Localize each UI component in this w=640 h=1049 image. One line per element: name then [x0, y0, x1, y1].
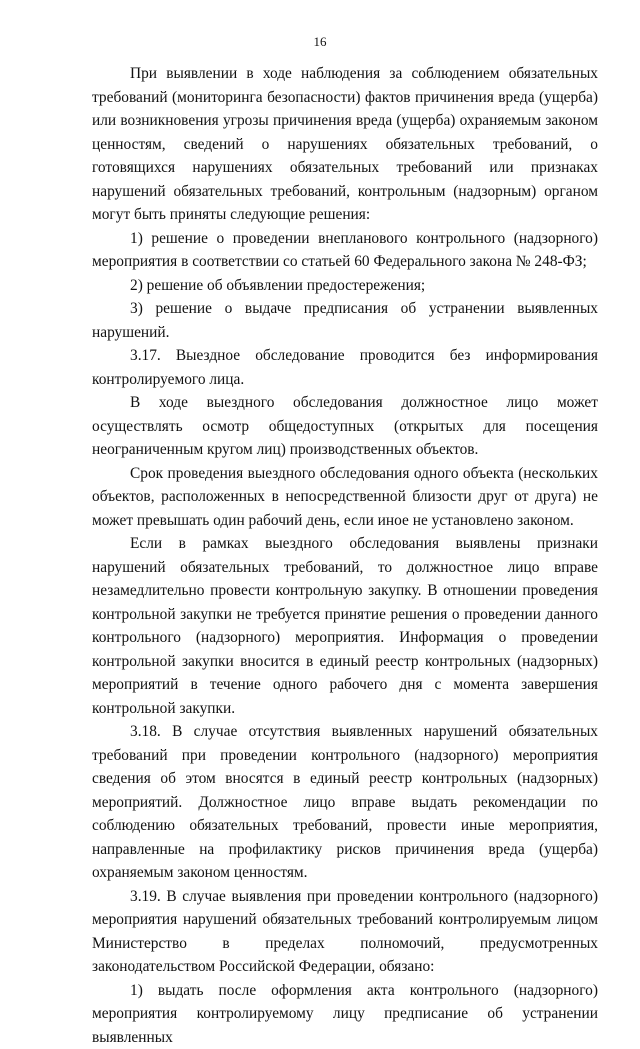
- paragraph-decision-2: 2) решение об объявлении предостережения;: [92, 274, 598, 298]
- paragraph-decision-3: 3) решение о выдаче предписания об устранении выявленных нарушений.: [92, 297, 598, 344]
- document-body: [92, 62, 598, 1049]
- paragraph-inspection-scope: В ходе выездного обследования должностное лицо может осуществлять осмотр общедоступных (открытых для посещения неограниченным кругом лиц) производственных объектов.: [92, 391, 598, 462]
- paragraph-observation-decisions: При выявлении в ходе наблюдения за соблюдением обязательных требований (мониторинга безопасности) фактов причинения вреда (ущерба) или возникновения угрозы причинения вреда (ущерба) охраняемым законом ценностям, сведений о нарушениях обязательных требований, о готовящихся нарушениях обязательных требований или признаках нарушений обязательных требований, контрольным (надзорным) органом могут быть приняты следующие решения:: [92, 62, 598, 227]
- paragraph-3-19: 3.19. В случае выявления при проведении контрольного (надзорного) мероприятия нарушений обязательных требований контролируемым лицом Министерство в пределах полномочий, предусмотренных законодательством Российской Федерации, обязано:: [92, 885, 598, 979]
- paragraph-3-17: 3.17. Выездное обследование проводится без информирования контролируемого лица.: [92, 344, 598, 391]
- paragraph-control-purchase: Если в рамках выездного обследования выявлены признаки нарушений обязательных требований, то должностное лицо вправе незамедлительно провести контрольную закупку. В отношении проведения контрольной закупки не требуется принятие решения о проведении данного контрольного (надзорного) мероприятия. Информация о проведении контрольной закупки вносится в единый реестр контрольных (надзорных) мероприятий в течение одного рабочего дня с момента завершения контрольной закупки.: [92, 532, 598, 720]
- paragraph-3-18: 3.18. В случае отсутствия выявленных нарушений обязательных требований при проведении контрольного (надзорного) мероприятия сведения об этом вносятся в единый реестр контрольных (надзорных) мероприятий. Должностное лицо вправе выдать рекомендации по соблюдению обязательных требований, провести иные мероприятия, направленные на профилактику рисков причинения вреда (ущерба) охраняемым законом ценностям.: [92, 720, 598, 885]
- paragraph-decision-1: 1) решение о проведении внепланового контрольного (надзорного) мероприятия в соответствии со статьей 60 Федерального закона № 248-ФЗ;: [92, 227, 598, 274]
- page-number: 16: [0, 34, 640, 50]
- paragraph-inspection-duration: Срок проведения выездного обследования одного объекта (нескольких объектов, расположенных в непосредственной близости друг от друга) не может превышать один рабочий день, если иное не установлено законом.: [92, 462, 598, 533]
- paragraph-obligation-1: 1) выдать после оформления акта контрольного (надзорного) мероприятия контролируемому лицу предписание об устранении выявленных: [92, 979, 598, 1049]
